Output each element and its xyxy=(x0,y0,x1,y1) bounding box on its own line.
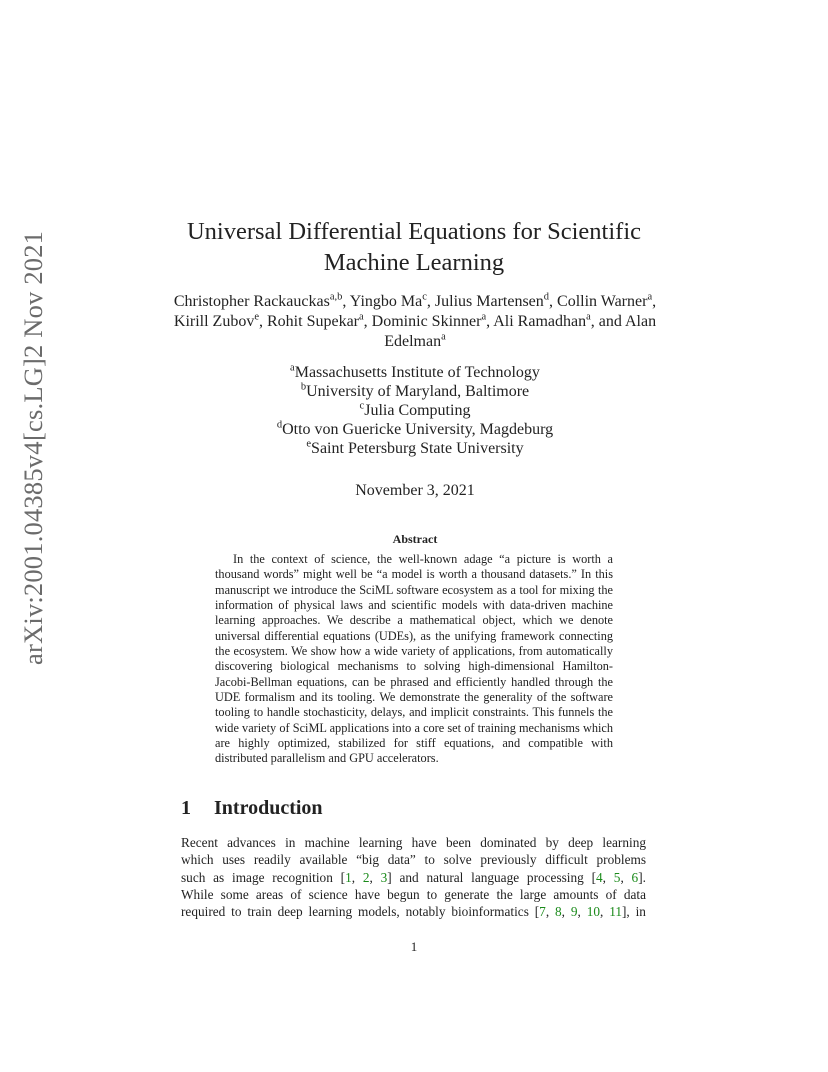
affiliation-mark: b xyxy=(300,381,307,393)
intro-text: ]. xyxy=(638,869,646,885)
author-affiliation-mark: a,b xyxy=(329,291,343,303)
author xyxy=(435,293,557,310)
abstract-body: In the context of science, the well-known adage “a picture is worth a thousand words” might well be “a model is worth a thousand datasets.” In this manuscript we introduce the SciML software ecosystem as a tool for mixing the information of physical laws and scientific models with data-driven machine learning approaches. We describe a mathematical object, which we denote universal differential equations (UDEs), as the unifying framework connecting the ecosystem. We show how a wide variety of applications, from automatically discovering biological mechanisms to solving high-dimensional Hamilton-Jacobi-Bellman equations, can be phrased and efficiently handled through the UDE formalism and its tooling. We demonstrate the generality of the software tooling to handle stochasticity, delays, and implicit constraints. This funnels the wide variety of SciML applications into a core set of training mechanisms which are highly optimized, stabilized for stiff equations, and compatible with distributed parallelism and GPU accelerators. xyxy=(215,552,613,766)
author-affiliation-mark: a xyxy=(647,291,653,303)
title-line-1: Universal Differential Equations for Scientific xyxy=(186,218,641,245)
author-affiliation-mark: a xyxy=(481,311,487,323)
affiliation xyxy=(165,401,665,420)
author-affiliation-mark: a xyxy=(441,331,446,343)
title-line-2: Machine Learning xyxy=(323,249,505,276)
author-separator: , xyxy=(342,293,350,310)
author-affiliation-mark: e xyxy=(254,311,259,323)
intro-text: ], in xyxy=(622,904,646,920)
author-name: Julius Martensen xyxy=(434,293,544,310)
citation-link[interactable]: 6 xyxy=(631,869,639,885)
arxiv-id: arXiv:2001.04385v4 xyxy=(18,441,48,665)
introduction-paragraph xyxy=(181,834,646,921)
author xyxy=(493,313,625,330)
intro-line: which uses readily available “big data” to solve previously difficult problems xyxy=(181,852,646,868)
author-separator: , and xyxy=(590,313,625,330)
affiliation-mark: c xyxy=(359,400,365,412)
citation-link[interactable]: 5 xyxy=(613,869,621,885)
citation-link[interactable]: 2 xyxy=(362,869,370,885)
author-separator: , xyxy=(259,313,267,330)
affiliation-list xyxy=(165,363,665,458)
intro-text: such as image recognition [ xyxy=(181,869,346,885)
affiliation xyxy=(165,420,665,439)
arxiv-identifier-stamp[interactable] xyxy=(18,231,58,665)
author-name: Ali Ramadhan xyxy=(493,313,587,330)
author-affiliation-mark: a xyxy=(586,311,591,323)
affiliation xyxy=(165,363,665,382)
author-separator: , xyxy=(652,293,657,310)
arxiv-category: [cs.LG] xyxy=(18,358,48,442)
author xyxy=(174,313,267,330)
paper-date: November 3, 2021 xyxy=(355,482,475,499)
intro-line: While some areas of science have begun to generate the large amounts of data xyxy=(181,887,646,903)
section-heading xyxy=(181,797,323,820)
affiliation-mark: e xyxy=(306,438,312,450)
affiliation-name: Otto von Guericke University, Magdeburg xyxy=(282,421,554,438)
author xyxy=(174,293,350,310)
author-affiliation-mark: d xyxy=(543,291,550,303)
paper-title xyxy=(150,216,678,278)
citation-link[interactable]: 3 xyxy=(380,869,388,885)
affiliation-name: Saint Petersburg State University xyxy=(311,440,524,457)
intro-line: Recent advances in machine learning have been dominated by deep learning xyxy=(181,835,646,850)
author xyxy=(350,293,435,310)
author-separator: , xyxy=(549,293,558,310)
citation-link[interactable]: 11 xyxy=(609,904,622,920)
intro-text: required to train deep learning models, notably bioinformatics [ xyxy=(181,904,540,920)
author xyxy=(557,293,656,310)
citation-link[interactable]: 8 xyxy=(555,904,562,920)
author xyxy=(267,313,372,330)
author-name: Kirill Zubov xyxy=(173,313,255,330)
author-separator: , xyxy=(363,313,372,330)
author-separator: , xyxy=(486,313,494,330)
affiliation xyxy=(165,439,665,458)
affiliation-mark: d xyxy=(276,419,283,431)
citation-link[interactable]: 4 xyxy=(596,869,603,885)
author-separator: , xyxy=(426,293,435,310)
author-affiliation-mark: c xyxy=(422,291,427,303)
intro-line: required to train deep learning models, notably bioinformatics [7, 8, 9, 10, 11], in xyxy=(181,904,646,920)
affiliation-name: Massachusetts Institute of Technology xyxy=(294,364,540,381)
author-affiliation-mark: a xyxy=(359,311,364,323)
arxiv-date: 2 Nov 2021 xyxy=(18,231,48,359)
author-list xyxy=(165,292,665,352)
affiliation-mark: a xyxy=(290,362,295,374)
section-number: 1 xyxy=(181,797,191,819)
citation-link[interactable]: 10 xyxy=(586,904,600,920)
author-name: Collin Warner xyxy=(557,293,648,310)
citation-link[interactable]: 7 xyxy=(539,904,546,920)
affiliation xyxy=(165,382,665,401)
intro-text: ] and natural language processing [ xyxy=(387,869,597,885)
author-name: Rohit Supekar xyxy=(267,313,359,330)
intro-line: such as image recognition [1, 2, 3] and natural language processing [4, 5, 6]. xyxy=(181,869,646,885)
author-name: Dominic Skinner xyxy=(371,313,482,330)
affiliation-name: University of Maryland, Baltimore xyxy=(306,383,530,400)
author-name: Alan Edelman xyxy=(384,313,657,350)
citation-link[interactable]: 1 xyxy=(345,869,352,885)
author-name: Yingbo Ma xyxy=(349,293,423,310)
page-number: 1 xyxy=(410,939,418,954)
author-name: Christopher Rackauckas xyxy=(173,293,330,310)
affiliation-name: Julia Computing xyxy=(364,402,471,419)
author xyxy=(372,313,494,330)
citation-link[interactable]: 9 xyxy=(570,904,578,920)
section-title: Introduction xyxy=(214,797,323,819)
abstract-heading: Abstract xyxy=(392,532,438,546)
